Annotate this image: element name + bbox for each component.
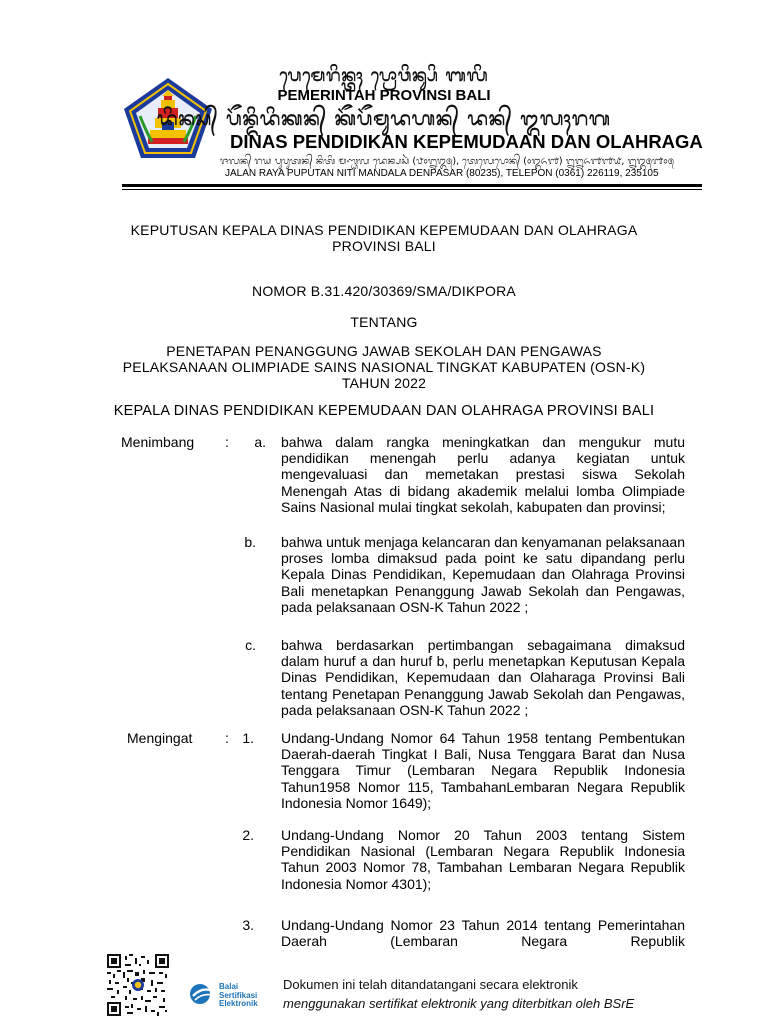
decree-title-line2: PROVINSI BALI <box>332 238 436 254</box>
mengingat-marker-3: 3. <box>242 917 254 933</box>
decree-authority: KEPALA DINAS PENDIDIKAN KEPEMUDAAN DAN OLAHRAGA PROVINSI BALI <box>113 403 655 419</box>
menimbang-label: Menimbang <box>121 434 195 450</box>
decree-subject-line2: PELAKSANAAN OLIMPIADE SAINS NASIONAL TINGKAT KABUPATEN (OSN-K) <box>122 359 646 375</box>
esign-notice-line2: menggunakan sertifikat elektronik yang diterbitkan oleh BSrE <box>283 996 635 1011</box>
balinese-script-province: ᬧᬾᬫᬾᬭᬶᬦ᭄ᬢᬄ ᬧ᭄ᬭᭀᬯᬶᬦ᭄ᬲᬶ ᬩᬮᬶ <box>279 66 489 86</box>
bsre-label-line1: Balai <box>219 982 239 991</box>
decree-subject-line1: PENETAPAN PENANGGUNG JAWAB SEKOLAH DAN PENGAWAS <box>166 343 602 359</box>
mengingat-item-1: Undang-Undang Nomor 64 Tahun 1958 tentang Pembentukan Daerah-daerah Tingkat I Bali, Nusa Tenggara Barat dan Nusa Tenggara Timur (Lembaran Negara Republik Indonesia Tahun1958 Nomor 115, TambahanLembaran Negara Republik Indonesia Nomor 1649); <box>281 730 685 811</box>
decree-about-label: TENTANG <box>350 314 418 330</box>
menimbang-marker-a: a. <box>254 434 266 450</box>
balinese-script-agency: ᬤᬶᬦᬲ᭄ ᬧᭂᬦ᭄ᬤᬶᬤᬶᬓᬦ᭄ ᬓᭂᬧᭂᬫᬸᬤᬳᬦ᭄ ᬤᬦ᭄ ᬑᬮᬄᬭᬕ <box>157 108 611 130</box>
decree-subject-line3: TAHUN 2022 <box>341 375 427 391</box>
qr-code <box>107 954 169 1016</box>
agency-name: DINAS PENDIDIKAN KEPEMUDAAN DAN OLAHRAGA <box>230 131 703 152</box>
menimbang-item-b: bahwa untuk menjaga kelancaran dan kenyamanan pelaksanaan proses lomba dimaksud pada point ke satu dipandang perlu Kepala Dinas Pendidikan, Kepemudaan dan Olahraga Provinsi Bali menetapkan Penanggung Jawab Sekolah dan Pengawas, pada pelaksanaan OSN-K Tahun 2022 ; <box>281 534 685 615</box>
menimbang-marker-b: b. <box>244 534 256 550</box>
province-name: PEMERINTAH PROVINSI BALI <box>277 87 491 104</box>
bsre-label-line2: Sertifikasi <box>219 990 258 1000</box>
letterhead-divider-thin <box>122 189 702 190</box>
balinese-script-address: ᬚᬮᬦ᭄ ᬭᬬ ᬧᬸᬧᬸᬢᬦ᭄ ᬦᬶᬢᬶ ᬫᬡ᭄ᬟᬮ ᬤᬾᬦ᭄ᬧᬲᬃ (᭘᭐᭒᭓᭕), ᬢᬾᬮᬾᬧᭀᬦ᭄ (᭐᭓᭖᭑) ᭒᭒᭖᭑᭑᭙, ᭒᭓᭕᭑᭐᭕ <box>220 156 674 167</box>
mengingat-item-2: Undang-Undang Nomor 20 Tahun 2003 tentang Sistem Pendidikan Nasional (Lembaran Negara Republik Indonesia Tahun 2003 Nomor 78, Tambahan Lembaran Negara Republik Indonesia Nomor 4301); <box>281 827 685 892</box>
menimbang-item-c: bahwa berdasarkan pertimbangan sebagaimana dimaksud dalam huruf a dan huruf b, perlu menetapkan Keputusan Kepala Dinas Pendidikan, Kepemudaan dan Olaharaga Provinsi Bali tentang Penetapan Penanggung Jawab Sekolah dan Pengawas, pada pelaksanaan OSN-K Tahun 2022 ; <box>281 637 685 718</box>
mengingat-label: Mengingat <box>127 730 193 746</box>
mengingat-marker-1: 1. <box>242 730 254 746</box>
decree-subject <box>0 343 768 391</box>
menimbang-colon: : <box>225 434 229 450</box>
decree-title <box>0 222 768 254</box>
agency-address: JALAN RAYA PUPUTAN NITI MANDALA DENPASAR (80235), TELEPON (0361) 226119, 235105 <box>225 168 659 179</box>
menimbang-marker-c: c. <box>245 637 256 653</box>
mengingat-marker-2: 2. <box>242 827 254 843</box>
bsre-logo-icon <box>188 982 216 1006</box>
letterhead-divider-thick <box>122 184 702 187</box>
esign-notice-line1: Dokumen ini telah ditandatangani secara elektronik <box>283 977 578 992</box>
menimbang-item-a: bahwa dalam rangka meningkatkan dan mengukur mutu pendidikan menengah perlu adanya kegiatan untuk mengevaluasi dan memetakan prestasi siswa Sekolah Menengah Atas di bidang akademik melalui lomba Olimpiade Sains Nasional mulai tingkat sekolah, kabupaten dan provinsi; <box>281 434 685 515</box>
mengingat-colon: : <box>225 730 229 746</box>
decree-title-line1: KEPUTUSAN KEPALA DINAS PENDIDIKAN KEPEMUDAAN DAN OLAHRAGA <box>130 222 638 238</box>
mengingat-item-3: Undang-Undang Nomor 23 Tahun 2014 tentang Pemerintahan Daerah (Lembaran Negara Republik <box>281 917 685 950</box>
decree-number: NOMOR B.31.420/30369/SMA/DIKPORA <box>252 283 516 299</box>
bsre-label <box>219 983 258 1009</box>
bsre-label-line3: Elektronik <box>219 999 258 1008</box>
